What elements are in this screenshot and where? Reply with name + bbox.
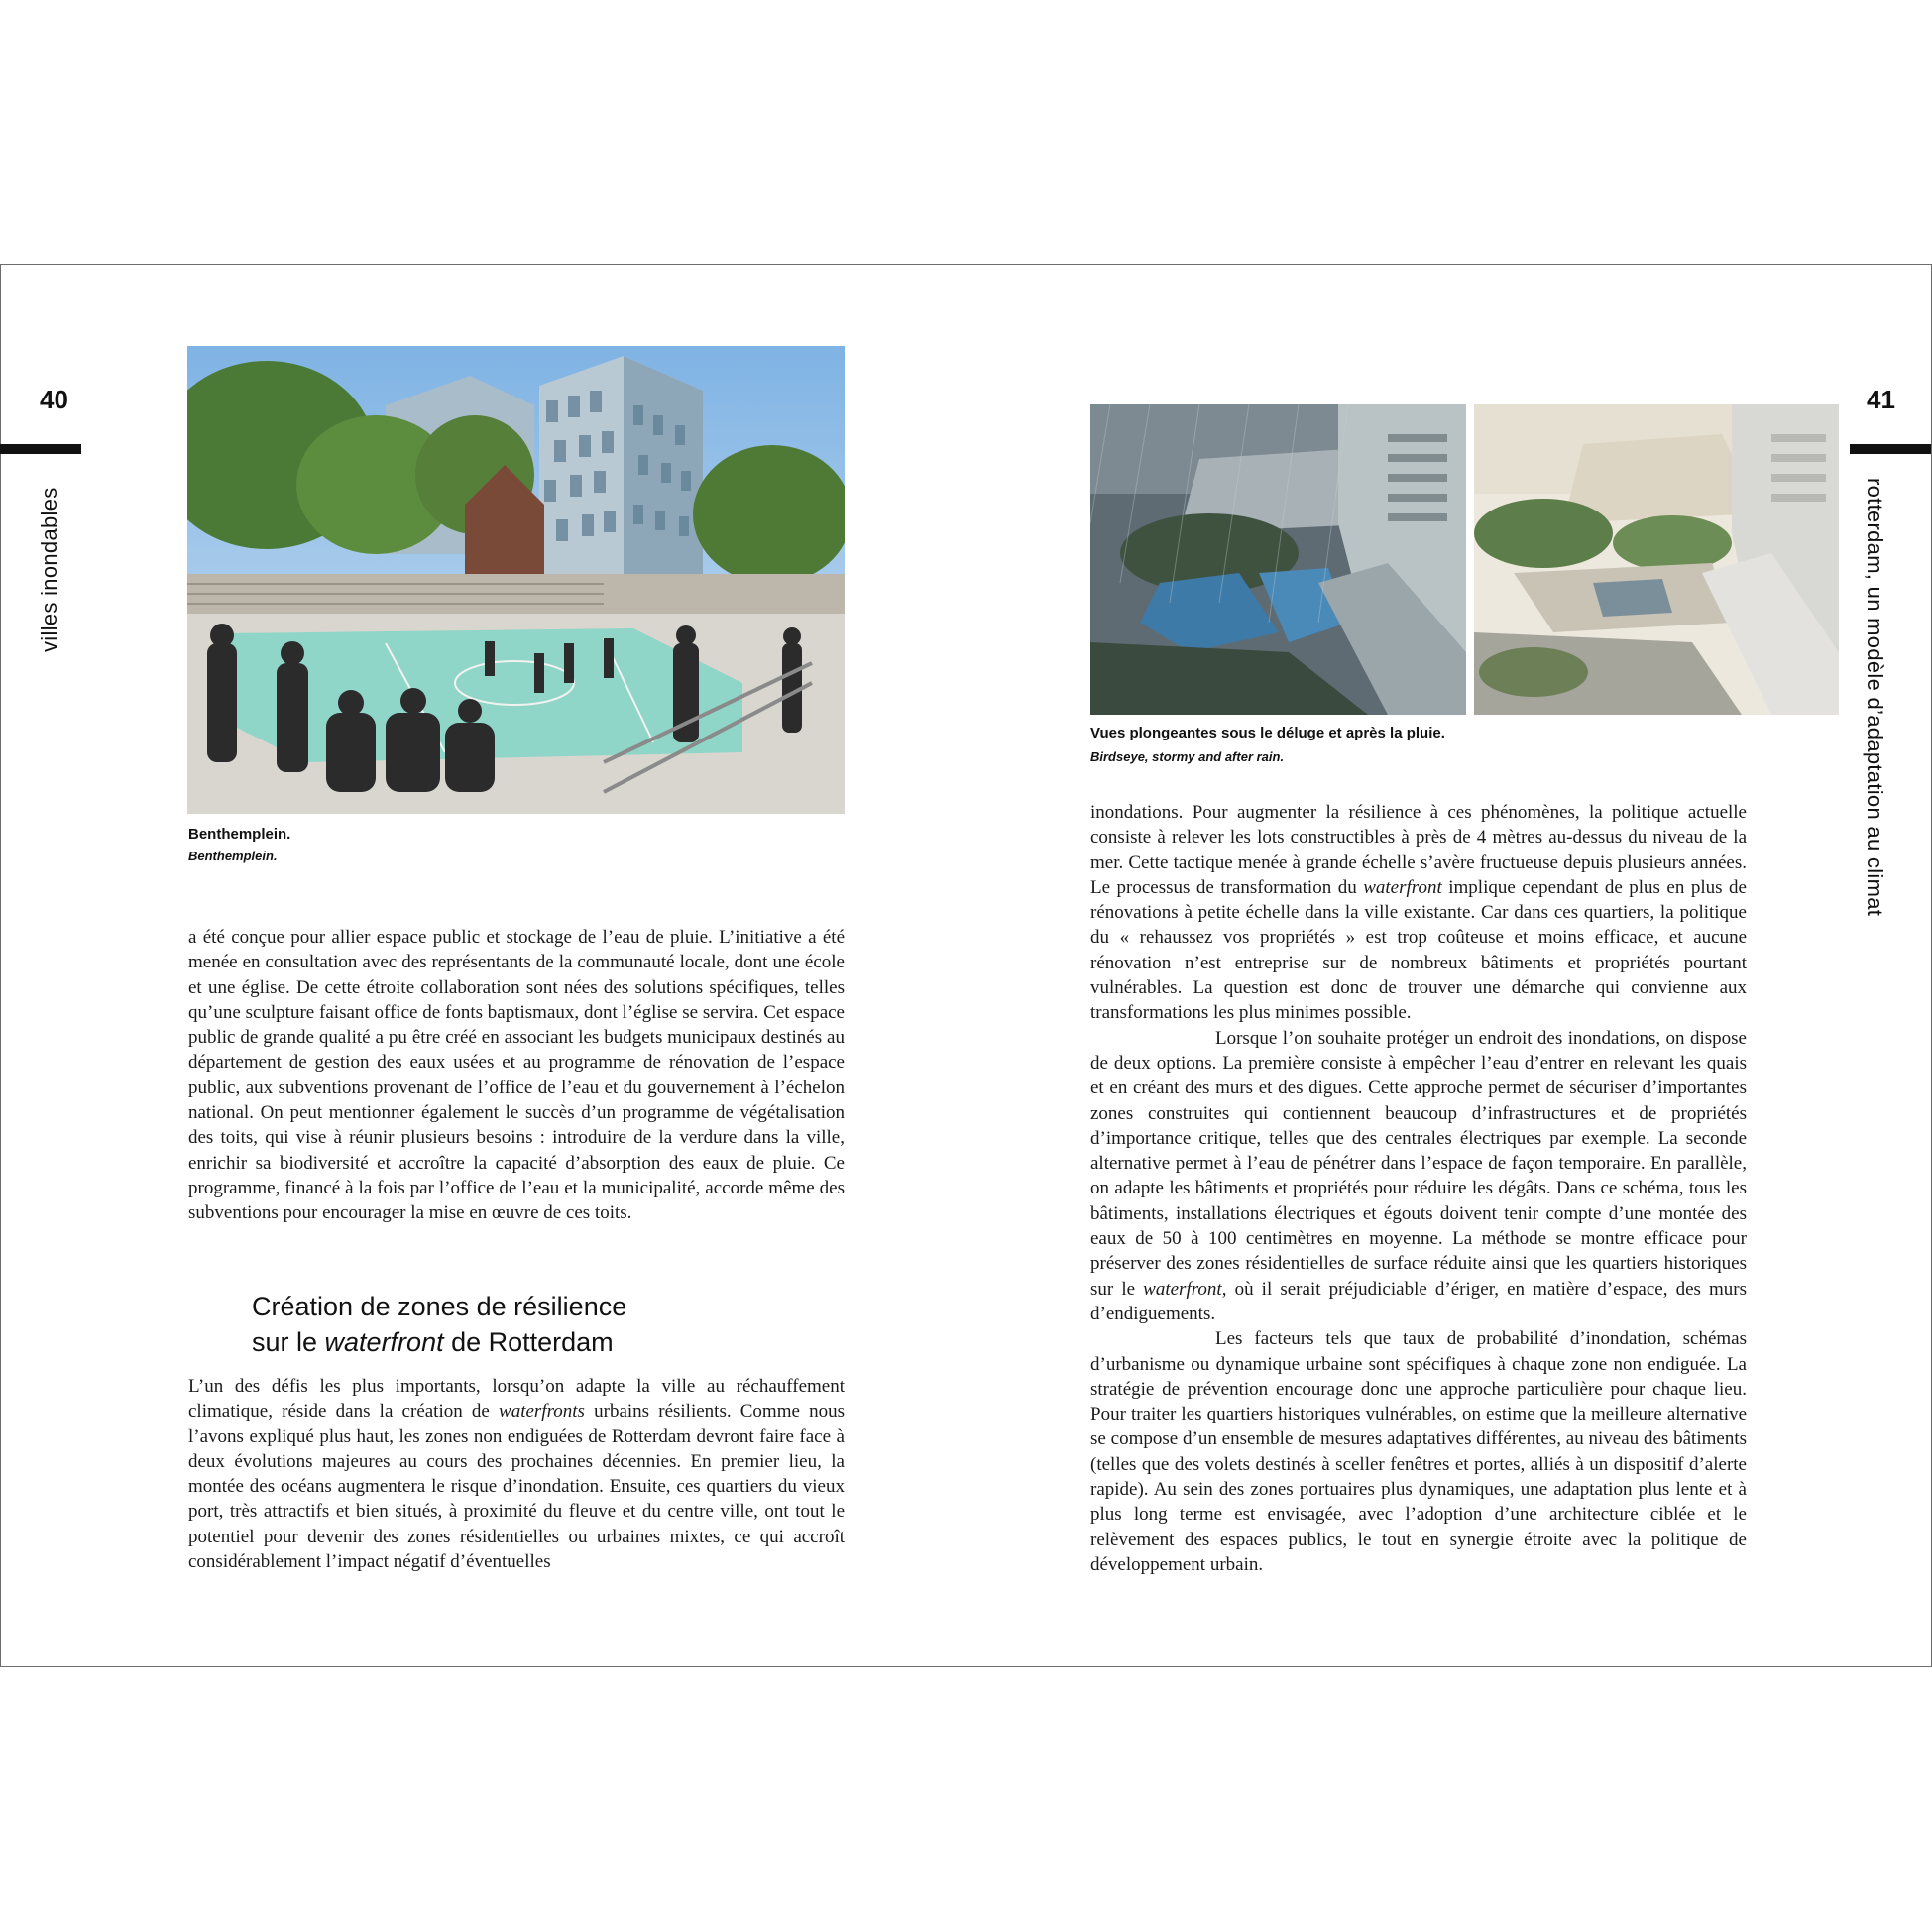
paragraph: a été conçue pour allier espace public et stockage de l’eau de pluie. L’initiative a été menée en consultation avec des représentants de la communauté locale, dont une école et une église. De cette étroite collaboration sont nées des solutions spécifiques, telles qu’une sculpture faisant office de fonts baptismaux, dont l’église se servira. Cet espace public de grande qualité a pu être créé en associant les budgets municipaux destinés au département de gestion des eaux usées et au programme de rénovation de l’espace public, aux subventions provenant de l’office de l’eau et du gouvernement à l’échelon national. On peut mentionner également le succès d’un programme de végétalisation des toits, qui vise à réunir plusieurs besoins : introduire de la verdure dans la ville, enrichir sa biodiversité et accroître la capacité d’absorption des eaux de pluie. Ce programme, financé à la fois par l’office de l’eau et la municipalité, accorde même des subventions pour encourager la mise en œuvre de ces toits.	[188, 927, 845, 1224]
page-number-left: 40	[40, 385, 68, 414]
figure-caption-en-left: Benthemplein.	[188, 849, 278, 863]
left-body-text	[188, 925, 845, 1226]
figure-caption-en-right: Birdseye, stormy and after rain.	[1090, 749, 1285, 764]
left-section-text	[188, 1374, 845, 1574]
running-head-right: rotterdam, un modèle d’adaptation au climat	[1863, 478, 1887, 917]
paragraph: Lorsque l’on souhaite protéger un endroit des inondations, on dispose de deux options. La première consiste à empêcher l’eau d’entrer en relevant les quais et en créant des murs et des digues. Cette approche permet de sécuriser d’importantes zones construites qui contiennent beaucoup d’infrastructures et de propriétés d’importance critique, telles que des centrales électriques par exemple. La seconde alternative permet à l’eau de pénétrer dans l’espace de façon temporaire. En parallèle, on adapte les bâtiments et propriétés pour réduire les dégâts. Dans ce schéma, tous les bâtiments, installations électriques et égouts doivent tenir compte d’une montée des eaux de 50 à 100 centimètres en moyenne. La méthode se montre efficace pour préserver des zones résidentielles de surface réduite ainsi que les quartiers historiques sur le waterfront, où il serait préjudiciable d’ériger, en matière d’espace, des murs d’endiguements.	[1090, 1027, 1748, 1324]
section-heading	[252, 1289, 807, 1360]
paragraph: L’un des défis les plus importants, lorsqu’on adapte la ville au réchauffement climatique, réside dans la création de waterfronts urbains résilients. Comme nous l’avons expliqué plus haut, les zones non endiguées de Rotterdam devront faire face à deux évolutions majeures au cours des prochaines décennies. En premier lieu, la montée des océans augmentera le risque d’inondation. Ensuite, ces quartiers du vieux port, très attractifs et bien situés, à proximité du fleuve et du centre ville, ont tout le potentiel pour devenir des zones résidentielles ou urbaines mixtes, ce qui accroît considérablement l’impact négatif d’éventuelles	[188, 1376, 845, 1573]
tab-bar-right	[1850, 444, 1931, 454]
figure-caption-fr-right: Vues plongeantes sous le déluge et après la pluie.	[1090, 725, 1445, 741]
after-rain-birdseye-render	[1474, 404, 1839, 715]
heading-line-2: sur le waterfront de Rotterdam	[252, 1327, 614, 1357]
paragraph: inondations. Pour augmenter la résilience à ces phénomènes, la politique actuelle consiste à relever les lots constructibles à près de 4 mètres au-dessus du niveau de la mer. Cette tactique menée à grande échelle s’avère fructueuse depuis plusieurs années. Le processus de transformation du waterfront implique cependant de plus en plus de rénovations à petite échelle dans la ville existante. Car dans ces quartiers, la politique du « rehaussez vos propriétés » est trop coûteuse et moins efficace, et aucune rénovation n’est entreprise sur de nombreux bâtiments et propriétés pourtant vulnérables. La question est donc de trouver une démarche qui convienne aux transformations les plus minimes possible.	[1090, 802, 1747, 1024]
running-head-left: villes inondables	[37, 487, 61, 652]
page-number-right: 41	[1867, 385, 1895, 414]
benthemplein-photo	[187, 346, 845, 814]
figure-caption-fr-left: Benthemplein.	[188, 826, 291, 843]
heading-line-1: Création de zones de résilience	[252, 1292, 627, 1321]
right-body-text	[1090, 800, 1747, 1577]
paragraph: Les facteurs tels que taux de probabilité d’inondation, schémas d’urbanisme ou dynamique urbaine sont spécifiques à chaque zone non endiguée. La stratégie de prévention encourage donc une approche particulière pour chaque lieu. Pour traiter les quartiers historiques vulnérables, on estime que la meilleure alternative se compose d’un ensemble de mesures adaptatives différentes, au niveau des bâtiments (telles que des volets destinés à sceller fenêtres et portes, alliés à un dispositif d’alerte rapide). Au sein des zones portuaires plus dynamiques, une adaptation plus lente et à plus long terme est envisagée, avec l’adoption d’une architecture ciblée et le relèvement des espaces publics, le tout en synergie étroite avec la politique de développement urbain.	[1090, 1328, 1747, 1575]
tab-bar-left	[0, 444, 81, 454]
stormy-birdseye-render	[1090, 404, 1466, 715]
